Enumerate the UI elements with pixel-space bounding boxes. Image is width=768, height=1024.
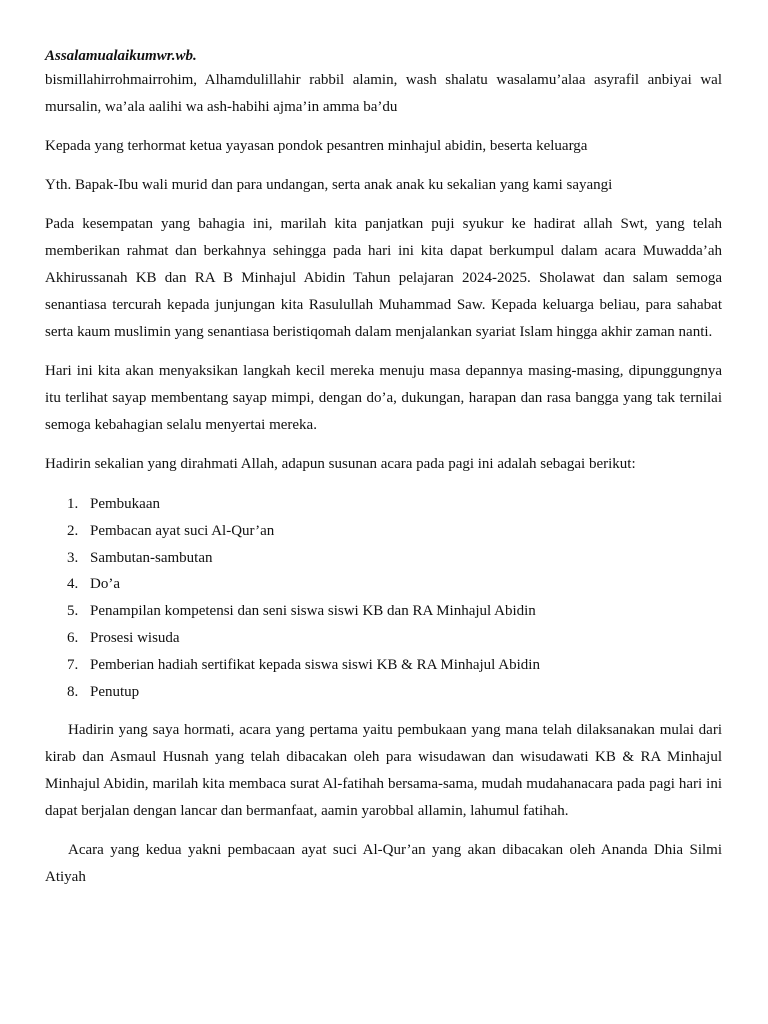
address-parents: Yth. Bapak-Ibu wali murid dan para undangan, serta anak anak ku sekalian yang kami sayangi (45, 177, 613, 193)
address-chairman: Kepada yang terhormat ketua yayasan pondok pesantren minhajul abidin, beserta keluarga (45, 138, 588, 154)
list-text: Penutup (90, 683, 140, 700)
paragraph-quran-recitation: Acara yang kedua yakni pembacaan ayat suci Al-Qur’an yang akan dibacakan oleh Ananda Dhia Silmi Atiyah (45, 842, 722, 886)
list-text: Pembukaan (90, 496, 160, 512)
list-item (45, 491, 722, 518)
agenda-intro: Hadirin sekalian yang dirahmati Allah, adapun susunan acara pada pagi ini adalah sebagai berikut: (45, 456, 636, 472)
list-item (45, 679, 722, 706)
list-text: Pembacan ayat suci Al-Qur’an (90, 522, 275, 539)
list-number: 3. (67, 549, 79, 566)
list-number: 1. (67, 496, 79, 512)
greeting: Assalamualaikumwr.wb. (45, 48, 197, 64)
document-page (45, 45, 722, 891)
list-text: Do’a (90, 576, 120, 593)
list-item (45, 545, 722, 572)
opening-paragraph: bismillahirrohmairrohim, Alhamdulillahir rabbil alamin, wash shalatu wasalamu’alaa asyrafil anbiyai wal mursalin, wa’ala aalihi wa ash-habihi ajma’in amma ba’du (45, 72, 722, 115)
paragraph-gratitude: Pada kesempatan yang bahagia ini, marilah kita panjatkan puji syukur ke hadirat allah Swt, yang telah memberikan rahmat dan berkahnya sehingga pada hari ini kita dapat berkumpul dalam acara Muwadda’ah Akhirussanah KB dan RA B Minhajul Abidin Tahun pelajaran 2024-2025. Sholawat dan salam semoga senantiasa tercurah kepada junjungan kita Rasulullah Muhammad Saw. Kepada keluarga beliau, para sahabat serta kaum muslimin yang senantiasa beristiqomah dalam menjalankan syariat Islam hingga akhir zaman nanti. (45, 216, 722, 340)
list-item (45, 571, 722, 598)
list-number: 7. (67, 656, 79, 673)
list-number: 5. (67, 603, 79, 620)
list-text: Penampilan kompetensi dan seni siswa siswi KB dan RA Minhajul Abidin (90, 603, 536, 620)
list-number: 2. (67, 522, 79, 539)
list-item (45, 625, 722, 652)
list-item (45, 518, 722, 545)
list-number: 6. (67, 629, 79, 646)
paragraph-opening-session: Hadirin yang saya hormati, acara yang pertama yaitu pembukaan yang mana telah dilaksanakan mulai dari kirab dan Asmaul Husnah yang telah dibacakan oleh para wisudawan dan wisudawati KB & RA Minhajul Minhajul Abidin, marilah kita membaca surat Al-fatihah bersama-sama, mudah mudahanacara pada pagi hari ini dapat berjalan dengan lancar dan bermanfaat, aamin yarobbal allamin, lahumul fatihah. (45, 722, 722, 820)
list-text: Prosesi wisuda (90, 629, 180, 646)
list-text: Sambutan-sambutan (90, 549, 213, 566)
list-text: Pemberian hadiah sertifikat kepada siswa siswi KB & RA Minhajul Abidin (90, 656, 540, 673)
agenda-list (45, 491, 722, 705)
list-item (45, 652, 722, 679)
list-item (45, 598, 722, 625)
paragraph-future: Hari ini kita akan menyaksikan langkah kecil mereka menuju masa depannya masing-masing, dipunggungnya itu terlihat sayap membentang sayap mimpi, dengan do’a, dukungan, harapan dan rasa bangga yang tak ternilai semoga kebahagian selalu menyertai mereka. (45, 363, 722, 433)
list-number: 8. (67, 683, 79, 700)
list-number: 4. (67, 576, 79, 593)
